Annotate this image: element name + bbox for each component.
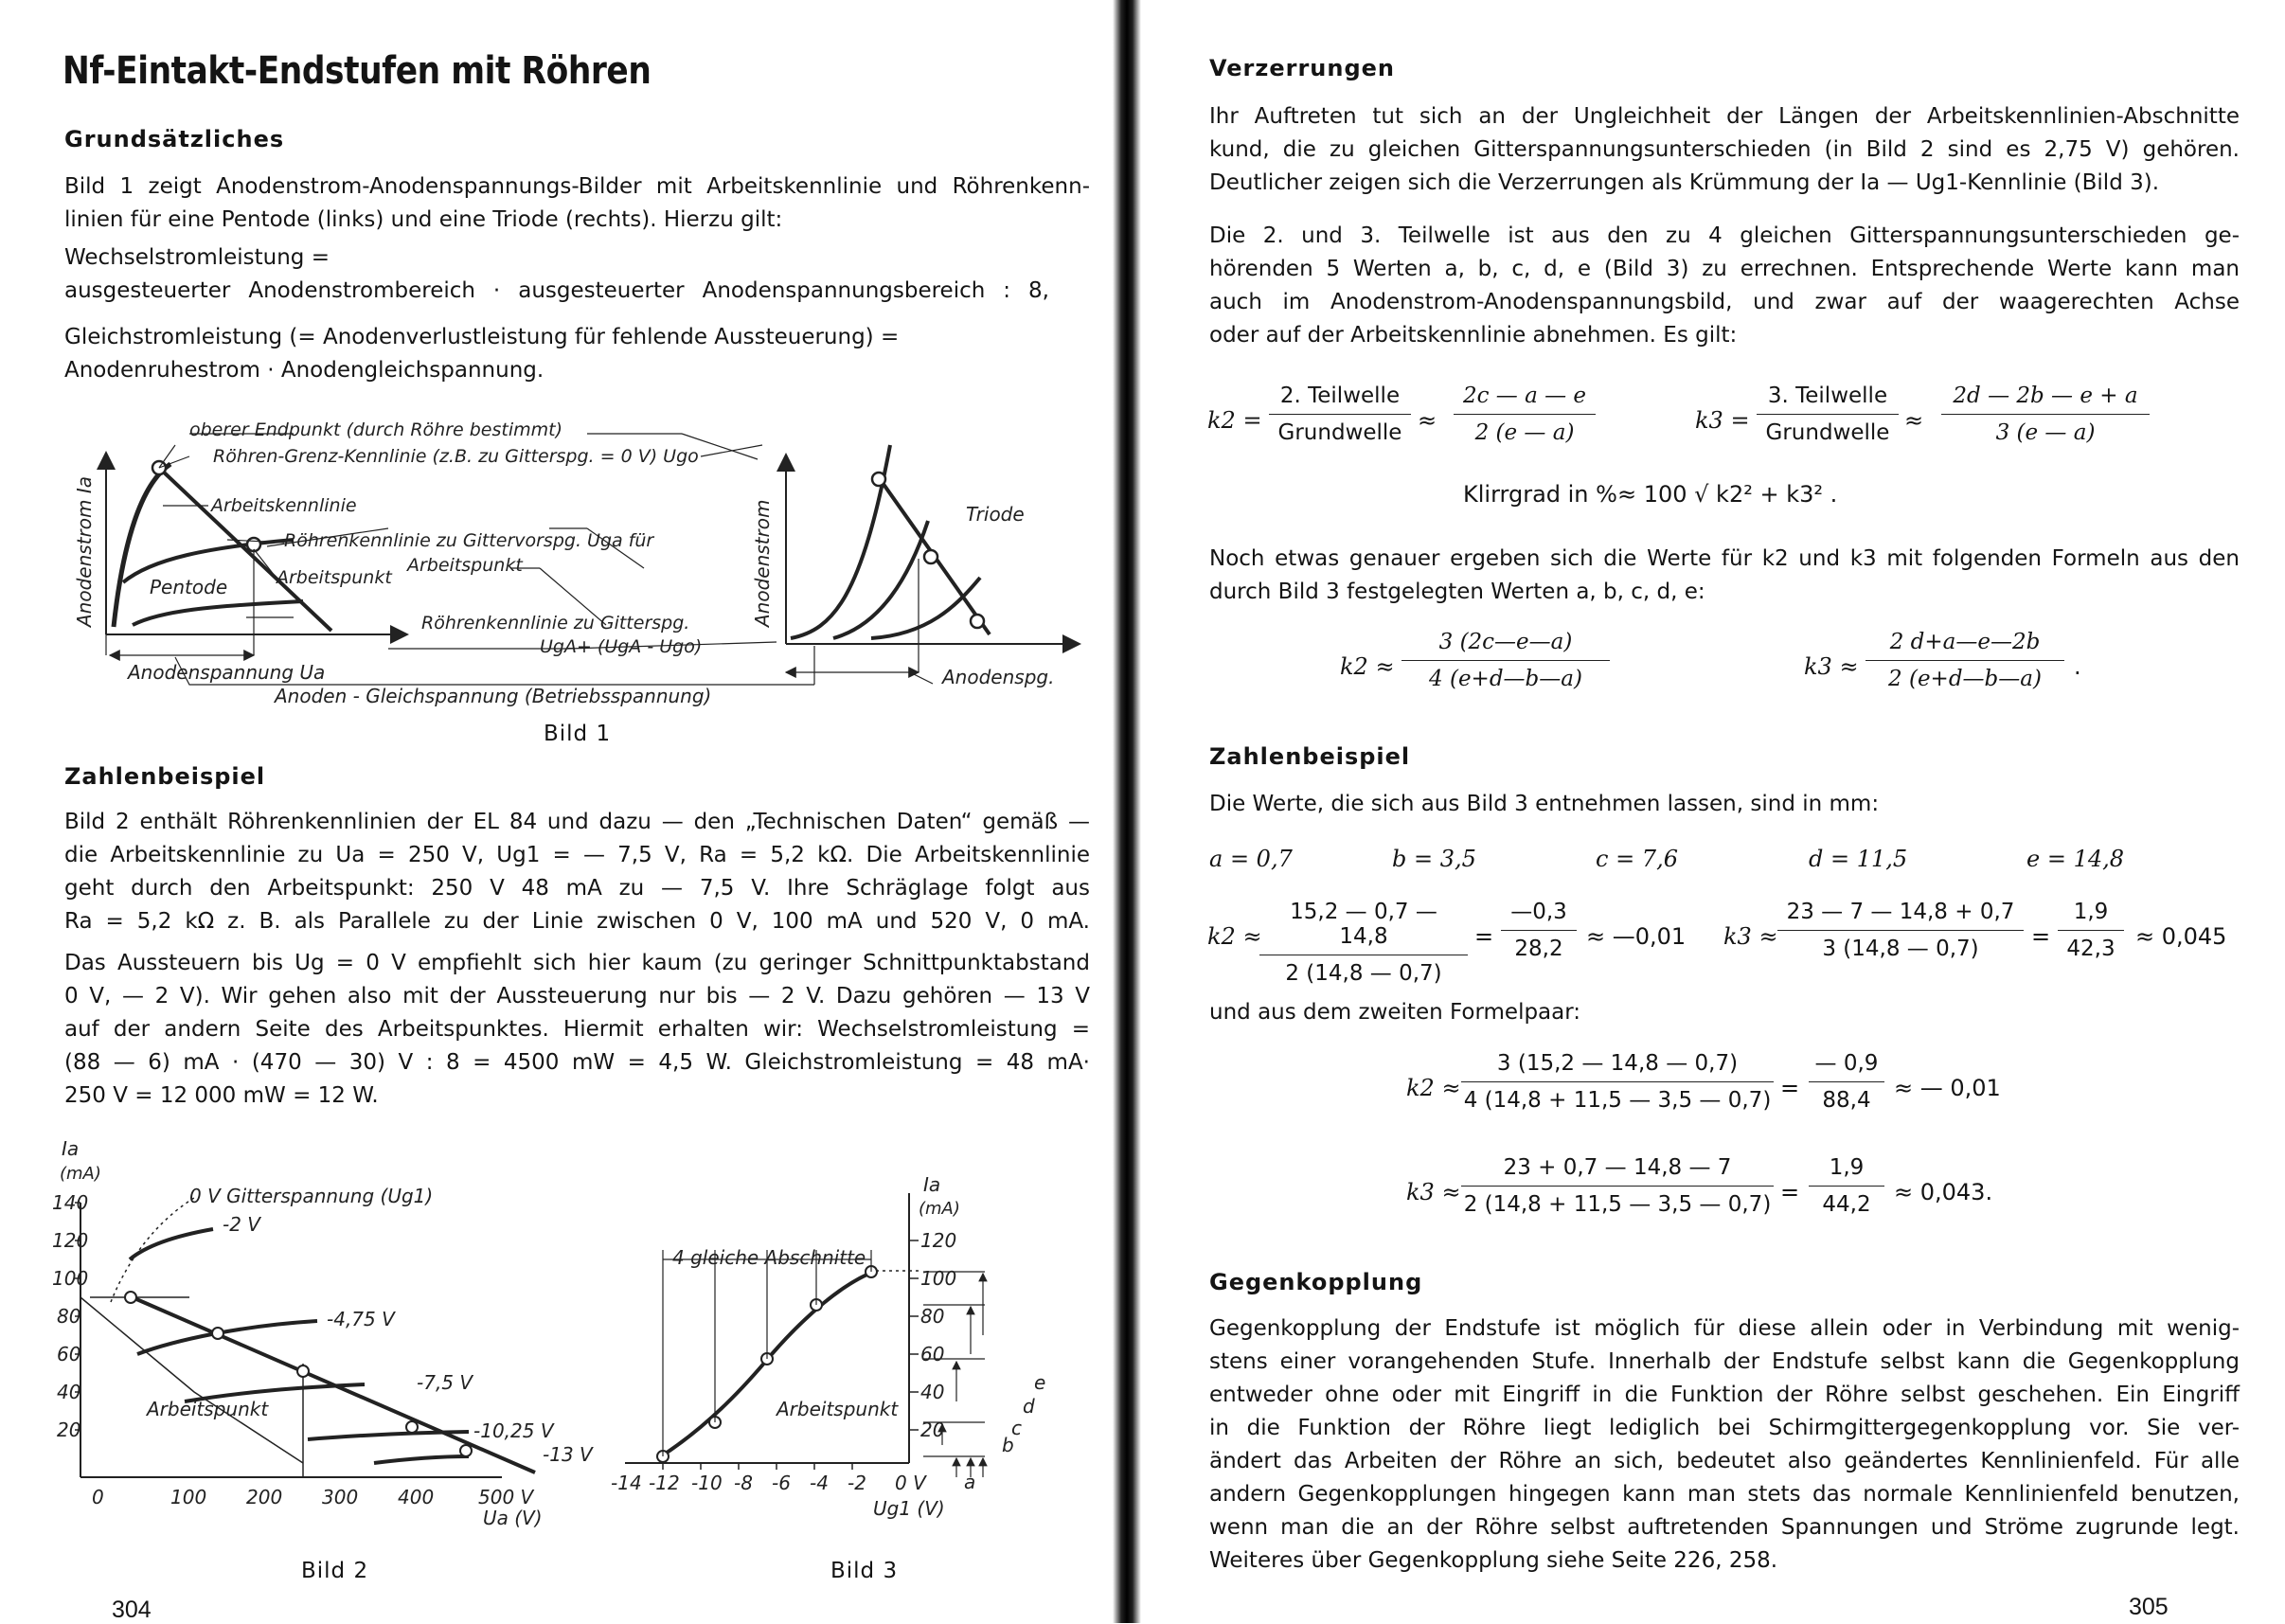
caption-bild2: Bild 2 xyxy=(301,1559,369,1583)
paragraph-werte: Die Werte, die sich aus Bild 3 entnehmen lassen, sind in mm: xyxy=(1209,792,1880,816)
paragraph-teilwellen: Die 2. und 3. Teilwelle ist aus den zu 4 gleichen Gitterspannungsunterschieden ge- hörenden 5 Werten a, b, c, d, e (Bild 3) zu errechnen. Entsprechende Werte kann man auch im Anodenstrom-Anodenspannungsbild, und zwar auf der waagerechten Achse oder auf der Arbeitskennlinie abnehmen. Es gilt: xyxy=(1209,223,2240,348)
curve-0v xyxy=(111,1198,194,1302)
triode-kennlinie-vorspg xyxy=(833,521,928,638)
fraction: $\frac{23 + 0,7 — 14,8 — 7}{2 (14,8 + 11,5 — 3,5 — 0,7)}$ xyxy=(1461,1155,1774,1217)
bild2-curve-label-4-75v: -4,75 V xyxy=(327,1308,395,1330)
bild2-arbeitspunkt-label: Arbeitspunkt xyxy=(147,1398,269,1420)
bild2-y-label: Ia xyxy=(62,1137,80,1160)
paragraph-bild1-intro: Bild 1 zeigt Anodenstrom-Anodenspannungs-Bilder mit Arbeitskennlinie und Röhrenkenn- linien für eine Pentode (links) und eine Triode (rechts). Hierzu gilt: xyxy=(64,174,1090,232)
bild3-xtick: 0 V xyxy=(895,1472,926,1494)
bild3-x-label: Ug1 (V) xyxy=(873,1497,945,1520)
bild3-arbeitspunkt-label: Arbeitspunkt xyxy=(777,1398,899,1420)
fraction: $\frac{1,9}{44,2}$ xyxy=(1809,1155,1884,1217)
value-d: d = 11,5 xyxy=(1809,846,1908,872)
fraction: $\frac{2c — a — e}{2 (e — a)}$ xyxy=(1454,384,1596,445)
value-a: a = 0,7 xyxy=(1209,846,1293,872)
fraction: 3. Teilwelle Grundwelle xyxy=(1757,384,1899,445)
figure-bild3 xyxy=(606,1165,1098,1544)
bild3-xtick: -2 xyxy=(848,1472,866,1494)
right-page: Verzerrungen Ihr Auftreten tut sich an der Ungleichheit der Längen der Arbeitskennlinien-Abschnitte kund, die zu gleichen Gitterspannungsunterschieden (in Bild 2 sind es 2,75 V) gehören. Deutlicher zeigen sich die Verzerrungen als Krümmung der Ia — Ug1-Kennlinie (Bild 3). Die 2. und 3. Teilwelle ist aus den zu 4 gleichen Gitterspannungsunterschieden ge- hörenden 5 Werten a, b, c, d, e (Bild 3) zu errechnen. Entsprechende Werte kann man auch im Anodenstrom-Anodenspannungsbild, und zwar auf der waagerechten Achse oder auf der Arbeitskennlinie abnehmen. Es gilt: k2 = 2. Teilwelle Grundwelle ≈ $\frac{2c — a — e}{2 (e — a)}$ k3 = 3. Teilwelle Grundwelle ≈ $\frac{2d — 2b — e + a}{3 (e — a)}$ Klirrgrad in %≈ 100 √ k2² + k3² . Noch etwas genauer ergeben sich die Werte für k2 und k3 mit folgenden Formeln aus den durch Bild 3 festgelegten Werten a, b, c, d, e: k2 ≈ $\frac{3 (2c—e—a)}{4 (e+d—b—a)}$ k3 ≈ $\frac{2 d+a—e—2b}{2 (e+d—b—a)}$ . Zahlenbeispiel Die Werte, die sich aus Bild 3 entnehmen lassen, sind in mm: a = 0,7 b = 3,5 c = 7,6 d = 11,5 e = 14,8 k2 ≈ $\frac{15,2 — 0,7 — 14,8}{2 (14,8 — 0,7)}$ = $\frac{—0,3}{28,2}$ ≈ —0,01 k3 ≈ $\frac{23 — 7 — 14,8 + 0,7}{3 (14,8 — 0,7)}$ = $\frac{1,9}{42,3}$ ≈ 0,045 und aus dem zweiten Formelpaar: k2 ≈ $\frac{3 (15,2 — 14,8 — 0,7)}{4 (14,8 + 11,5 — 3,5 — 0,7)}$ = $\frac{— 0,9}{88,4}$ ≈ — 0,01 k3 ≈ $\frac{23 + 0,7 — 14,8 — 7}{2 (14,8 + 11,5 — 3,5 — 0,7)}$ = $\frac{1,9}{44,2}$ ≈ 0,043. Gegenkopplung Gegenkopplung der Endstufe ist möglich für diese allein oder in Verbindung mit wenig- stens einer vorangehenden Stufe. Innerhalb der Endstufe selbst kann die Gegenkopplung entweder ohne oder mit Eingriff in die Funktion der Röhre selbst geschehen. Ein Eingriff in die Funktion der Röhre liegt lediglich bei Schirmgittergegenkopplung vor. Sie ver- ändert das Arbeiten der Röhre an sich, bedeutet also geändertes Kennlinienfeld. Für alle andern Gegenkopplungen hingegen kann man stets das normale Kennlinienfeld benutzen, wenn man die an der Röhre selbst auftretenden Spannungen und Ströme zugrunde legt. Weiteres über Gegenkopplung siehe Seite 226, 258. 305 xyxy=(1207,55,2240,1620)
bild2-curve-label-2v: -2 V xyxy=(223,1213,260,1236)
fraction: $\frac{2d — 2b — e + a}{3 (e — a)}$ xyxy=(1941,384,2150,445)
bild3-xtick: -10 xyxy=(691,1472,723,1494)
bild2-xtick: 0 xyxy=(92,1486,104,1508)
label-arbeitskennlinie: Arbeitskennlinie xyxy=(211,495,357,516)
fraction: $\frac{3 (15,2 — 14,8 — 0,7)}{4 (14,8 + 11,5 — 3,5 — 0,7)}$ xyxy=(1461,1051,1774,1113)
bild3-ytick: 40 xyxy=(920,1381,945,1403)
bild3-xtick: -12 xyxy=(649,1472,680,1494)
fraction: $\frac{3 (2c—e—a)}{4 (e+d—b—a)}$ xyxy=(1401,630,1610,691)
bild3-ytick: 60 xyxy=(920,1343,945,1365)
label-anodenspannung: Anodenspannung Ua xyxy=(128,661,326,684)
fraction: $\frac{— 0,9}{88,4}$ xyxy=(1809,1051,1884,1113)
bild3-ytick: 100 xyxy=(920,1267,957,1290)
label-arbeitspunkt-1: Arbeitspunkt xyxy=(407,555,523,576)
triode-kennlinie-gitterspg xyxy=(871,578,980,638)
label-vorspg: Röhrenkennlinie zu Gittervorspg. Uga für xyxy=(284,530,654,551)
bild2-xtick: 400 xyxy=(398,1486,435,1508)
paragraph-gleichstromleistung: Gleichstromleistung (= Anodenverlustleistung für fehlende Aussteuerung) = Anodenruhestrom · Anodengleichspannung. xyxy=(64,325,900,383)
bild2-xtick: 200 xyxy=(246,1486,283,1508)
bild3-ytick: 80 xyxy=(920,1305,945,1328)
bild2-ytick: 60 xyxy=(57,1343,81,1365)
label-gitterspg: Röhrenkennlinie zu Gitterspg. xyxy=(421,613,690,634)
label-grenz-kennlinie: Röhren-Grenz-Kennlinie (z.B. zu Gitterspg. = 0 V) Ugo xyxy=(213,446,699,467)
bild3-letter-c: c xyxy=(1011,1417,1022,1439)
paragraph-genauer: Noch etwas genauer ergeben sich die Werte für k2 und k3 mit folgenden Formeln aus den durch Bild 3 festgelegten Werten a, b, c, d, e: xyxy=(1209,546,2240,604)
paragraph-verzerrungen: Ihr Auftreten tut sich an der Ungleichheit der Längen der Arbeitskennlinien-Abschnitte kund, die zu gleichen Gitterspannungsunterschieden (in Bild 2 sind es 2,75 V) gehören. Deutlicher zeigen sich die Verzerrungen als Krümmung der Ia — Ug1-Kennlinie (Bild 3). xyxy=(1209,104,2240,195)
section-heading-gegenkopplung: Gegenkopplung xyxy=(1209,1269,1423,1295)
bild3-ytick: 20 xyxy=(920,1419,945,1441)
section-heading-verzerrungen: Verzerrungen xyxy=(1209,55,1396,81)
caption-bild1: Bild 1 xyxy=(544,722,612,746)
figure-bild1 xyxy=(57,407,1098,720)
paragraph-zweites-formelpaar: und aus dem zweiten Formelpaar: xyxy=(1209,1000,1581,1025)
fraction: $\frac{—0,3}{28,2}$ xyxy=(1501,900,1577,961)
bild3-letter-b: b xyxy=(1002,1434,1014,1456)
paragraph-bild2-intro: Bild 2 enthält Röhrenkennlinien der EL 84 und dazu — den „Technischen Daten“ gemäß — die Arbeitskennlinie zu Ua = 250 V, Ug1 = — 7,5 V, Ra = 5,2 kΩ. Die Arbeitskennlinie geht durch den Arbeitspunkt: 250 V 48 mA zu — 7,5 V. Ihre Schräglage folgt aus Ra = 5,2 kΩ z. B. als Parallele zu der Linie zwischen 0 V, 100 mA und 520 V, 0 mA. xyxy=(64,810,1090,934)
bild2-curve-label-13v: -13 V xyxy=(543,1443,593,1466)
bild2-x-label: Ua (V) xyxy=(483,1507,543,1529)
label-triode: Triode xyxy=(966,503,1025,526)
paragraph-gegenkopplung: Gegenkopplung der Endstufe ist möglich für diese allein oder in Verbindung mit wenig- stens einer vorangehenden Stufe. Innerhalb der Endstufe selbst kann die Gegenkopplung entweder ohne oder mit Eingriff in die Funktion der Röhre selbst geschehen. Ein Eingriff in die Funktion der Röhre liegt lediglich bei Schirmgittergegenkopplung vor. Sie ver- ändert das Arbeiten der Röhre an sich, bedeutet also geändertes Kennlinienfeld. Für alle andern Gegenkopplungen hingegen kann man stets das normale Kennlinienfeld benutzen, wenn man die an der Röhre selbst auftretenden Spannungen und Ströme zugrunde legt. Weiteres über Gegenkopplung siehe Seite 226, 258. xyxy=(1209,1316,2240,1573)
bild2-y-unit: (mA) xyxy=(60,1164,101,1184)
bild2-ytick: 140 xyxy=(52,1191,89,1214)
bild2-ytick: 40 xyxy=(57,1381,81,1403)
bild3-xtick: -4 xyxy=(810,1472,829,1494)
bild2-ytick: 80 xyxy=(57,1305,81,1328)
label-arbeitspunkt-2: Arbeitspunkt xyxy=(277,567,392,588)
label-gitterspg-formula: UgA+ (UgA - Ugo) xyxy=(540,636,703,657)
fraction: $\frac{1,9}{42,3}$ xyxy=(2058,900,2124,961)
label-anoden-gleichspannung: Anoden - Gleichspannung (Betriebsspannung) xyxy=(275,685,712,707)
left-page xyxy=(0,0,1113,1623)
label-anodenstrom-ia: Anodenstrom Ia xyxy=(73,476,96,627)
bild3-letter-d: d xyxy=(1023,1395,1035,1418)
page-number-right: 305 xyxy=(2129,1594,2169,1620)
fraction: $\frac{15,2 — 0,7 — 14,8}{2 (14,8 — 0,7)}$ xyxy=(1259,900,1468,986)
bild3-xtick: -14 xyxy=(611,1472,642,1494)
bild2-ytick: 20 xyxy=(57,1419,81,1441)
page-title: Nf-Eintakt-Endstufen mit Röhren xyxy=(62,49,652,93)
value-e: e = 14,8 xyxy=(2026,846,2125,872)
figure-bild2 xyxy=(52,1127,620,1544)
section-heading-grundsaetzliches: Grundsätzliches xyxy=(64,126,285,152)
caption-bild3: Bild 3 xyxy=(830,1559,899,1583)
pentode-arbeitspunkt xyxy=(247,538,260,551)
bild3-xtick: -8 xyxy=(734,1472,753,1494)
value-c: c = 7,6 xyxy=(1596,846,1678,872)
label-anodenspg: Anodenspg. xyxy=(942,666,1055,688)
bild2-ytick: 120 xyxy=(52,1229,89,1252)
bild3-y-label: Ia xyxy=(923,1173,941,1196)
curve-minus-2v xyxy=(130,1229,213,1259)
bild3-ytick: 120 xyxy=(920,1229,957,1252)
book-spine xyxy=(1113,0,1141,1623)
fraction: $\frac{23 — 7 — 14,8 + 0,7}{3 (14,8 — 0,7)}$ xyxy=(1777,900,2024,961)
value-b: b = 3,5 xyxy=(1392,846,1476,872)
paragraph-aussteuern: Das Aussteuern bis Ug = 0 V empfiehlt sich hier kaum (zu geringer Schnittpunktabstand 0 V, — 2 V). Wir gehen also mit der Aussteuerung nur bis — 2 V. Dazu gehören — 13 V auf der andern Seite des Arbeitspunktes. Hiermit erhalten wir: Wechselstromleistung = (88 — 6) mA · (470 — 30) V : 8 = 4500 mW = 4,5 W. Gleichstromleistung = 48 mA· 250 V = 12 000 mW = 12 W. xyxy=(64,951,1090,1108)
bild2-curve-label-7-5v: -7,5 V xyxy=(417,1371,473,1394)
bild2-ytick: 100 xyxy=(52,1267,89,1290)
fraction: $\frac{2 d+a—e—2b}{2 (e+d—b—a)}$ xyxy=(1865,630,2064,691)
bild2-xtick: 300 xyxy=(322,1486,359,1508)
label-oberer-endpunkt: oberer Endpunkt (durch Röhre bestimmt) xyxy=(189,419,562,440)
page-number-left: 304 xyxy=(112,1597,152,1623)
bild2-curve-label-10-25v: -10,25 V xyxy=(473,1419,554,1442)
pentode-kennlinie-gitterspg xyxy=(133,601,303,625)
bild3-xtick: -6 xyxy=(772,1472,791,1494)
bild2-xtick: 500 V xyxy=(478,1486,534,1508)
section-heading-zahlenbeispiel-right: Zahlenbeispiel xyxy=(1209,743,1411,770)
grenz-kennlinie xyxy=(114,464,170,627)
bild3-y-unit: (mA) xyxy=(919,1199,960,1219)
curve-minus-13v xyxy=(374,1456,469,1463)
bild2-curve-label-0v: 0 V Gitterspannung (Ug1) xyxy=(189,1185,434,1207)
fraction: 2. Teilwelle Grundwelle xyxy=(1269,384,1411,445)
bild3-letter-a: a xyxy=(964,1471,976,1493)
section-heading-zahlenbeispiel: Zahlenbeispiel xyxy=(64,763,266,790)
bild3-letter-e: e xyxy=(1034,1371,1046,1394)
bild2-xtick: 100 xyxy=(170,1486,207,1508)
paragraph-wechselstromleistung: Wechselstromleistung = ausgesteuerter Anodenstrombereich · ausgesteuerter Anodenspannungsbereich : 8, xyxy=(64,245,1049,303)
label-anodenstrom: Anodenstrom xyxy=(751,499,774,627)
label-pentode: Pentode xyxy=(150,576,228,598)
bild3-title: 4 gleiche Abschnitte xyxy=(672,1246,866,1269)
